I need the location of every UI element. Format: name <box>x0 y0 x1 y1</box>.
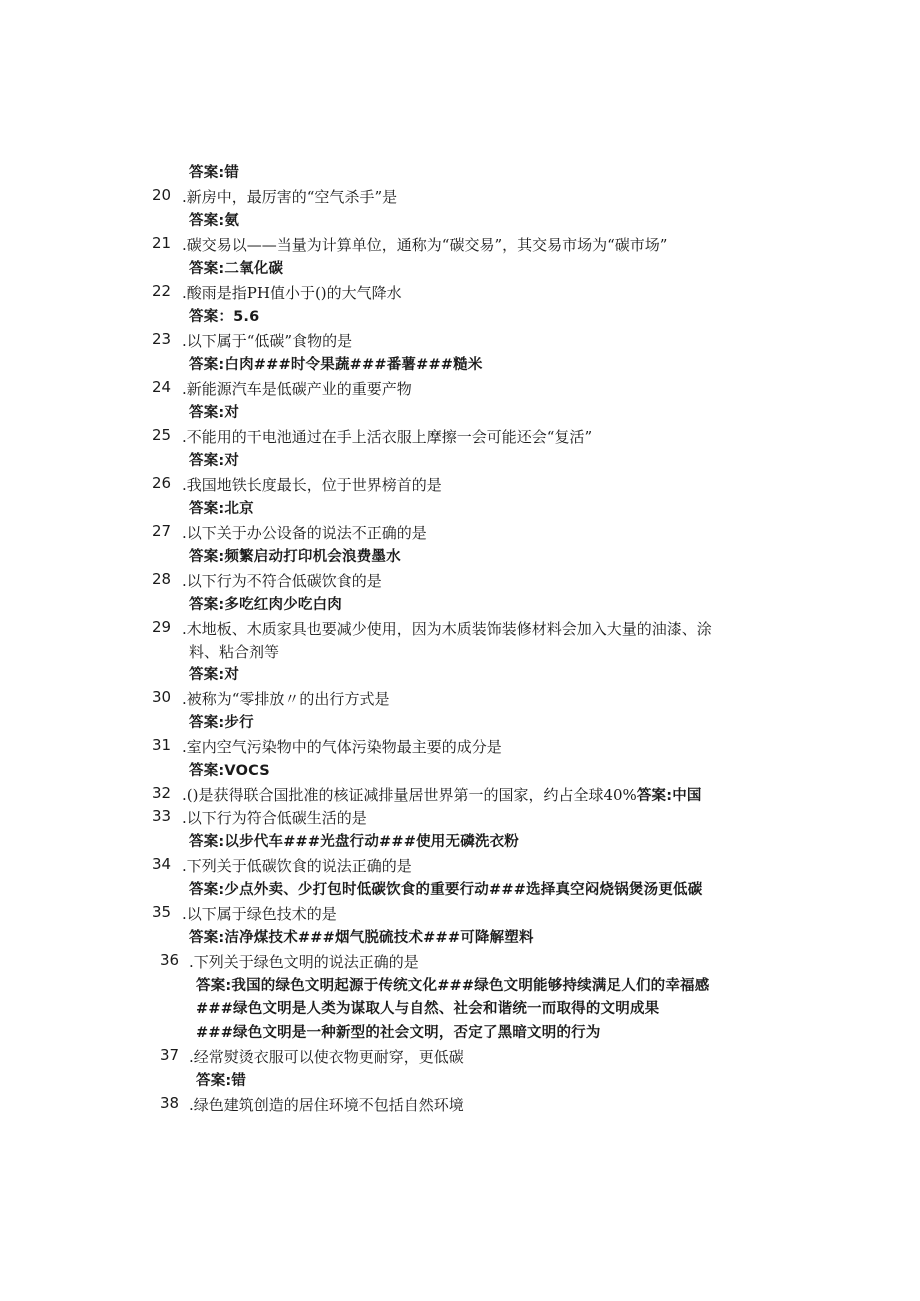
answer-text-continued: ###绿色文明是一种新型的社会文明，否定了黑暗文明的行为 <box>196 1025 601 1041</box>
question-number: 31 <box>152 736 172 754</box>
question-number: 20 <box>152 186 172 204</box>
question-text: .新能源汽车是低碳产业的重要产物 <box>182 380 412 398</box>
answer-text: 答案:氨 <box>189 213 240 229</box>
question-text: .下列关于绿色文明的说法正确的是 <box>189 953 419 971</box>
question-text-inline: .()是获得联合国批准的核证减排量居世界第一的国家，约占全球40% <box>182 786 637 804</box>
question-text: .以下关于办公设备的说法不正确的是 <box>182 524 427 542</box>
question-text: .我国地铁长度最长，位于世界榜首的是 <box>182 476 442 494</box>
question-number: 33 <box>152 807 172 825</box>
question-number: 23 <box>152 330 172 348</box>
question-number: 32 <box>152 784 172 802</box>
answer-text: 答案：5.6 <box>189 309 260 325</box>
question-number: 35 <box>152 903 172 921</box>
question-text: .不能用的干电池通过在手上活衣服上摩擦一会可能还会“复活” <box>182 428 593 446</box>
question-number: 29 <box>152 618 172 636</box>
question-number: 21 <box>152 234 172 252</box>
question-text: .以下行为不符合低碳饮食的是 <box>182 572 382 590</box>
question-number: 27 <box>152 522 172 540</box>
question-text: .木地板、木质家具也要减少使用，因为木质装饰装修材料会加入大量的油漆、涂 <box>182 620 712 638</box>
question-text: .绿色建筑创造的居住环境不包括自然环境 <box>189 1096 464 1114</box>
question-number: 34 <box>152 855 172 873</box>
question-number: 25 <box>152 426 172 444</box>
question-number: 30 <box>152 688 172 706</box>
answer-text: 答案:VOCS <box>189 763 270 779</box>
question-text: .室内空气污染物中的气体污染物最主要的成分是 <box>182 738 502 756</box>
question-number: 38 <box>160 1094 180 1112</box>
answer-text: 答案:以步代车###光盘行动###使用无磷洗衣粉 <box>189 834 519 850</box>
question-number: 24 <box>152 378 172 396</box>
answer-text: 答案:洁净煤技术###烟气脱硫技术###可降解塑料 <box>189 930 534 946</box>
answer-text: 答案:对 <box>189 453 240 469</box>
answer-19: 答案:错 <box>189 165 240 181</box>
question-text <box>182 784 702 807</box>
answer-text: 答案:少点外卖、少打包时低碳饮食的重要行动###选择真空闷烧锅煲汤更低碳 <box>189 882 703 898</box>
answer-text: 答案:我国的绿色文明起源于传统文化###绿色文明能够持续满足人们的幸福感 <box>196 978 710 994</box>
question-text: .以下属于绿色技术的是 <box>182 905 337 923</box>
answer-text-inline: 答案:中国 <box>636 788 702 804</box>
answer-text: 答案:二氧化碳 <box>189 261 284 277</box>
question-text: .新房中，最厉害的“空气杀手”是 <box>182 188 398 206</box>
answer-text: 答案:白肉###时令果蔬###番薯###糙米 <box>189 357 483 373</box>
question-text: .经常熨烫衣服可以使衣物更耐穿，更低碳 <box>189 1048 464 1066</box>
question-number: 28 <box>152 570 172 588</box>
question-number: 22 <box>152 282 172 300</box>
question-text: .酸雨是指PH值小于()的大气降水 <box>182 284 402 302</box>
question-number: 36 <box>160 951 180 969</box>
question-text: .以下行为符合低碳生活的是 <box>182 809 367 827</box>
question-text: .被称为“零排放〃的出行方式是 <box>182 690 390 708</box>
answer-text: 答案:错 <box>196 1073 247 1089</box>
answer-text: 答案:频繁启动打印机会浪费墨水 <box>189 549 401 565</box>
question-number: 37 <box>160 1046 180 1064</box>
answer-text-continued: ###绿色文明是人类为谋取人与自然、社会和谐统一而取得的文明成果 <box>196 1001 660 1017</box>
question-text: .碳交易以——当量为计算单位，通称为“碳交易”，其交易市场为“碳市场” <box>182 236 668 254</box>
answer-text: 答案:步行 <box>189 715 254 731</box>
question-text: .以下属于“低碳”食物的是 <box>182 332 353 350</box>
question-text-continued: 料、粘合剂等 <box>189 643 280 661</box>
answer-text: 答案:多吃红肉少吃白肉 <box>189 597 342 613</box>
question-text: .下列关于低碳饮食的说法正确的是 <box>182 857 412 875</box>
question-number: 26 <box>152 474 172 492</box>
answer-text: 答案:对 <box>189 405 240 421</box>
answer-text: 答案:北京 <box>189 501 254 517</box>
answer-text: 答案:对 <box>189 667 240 683</box>
